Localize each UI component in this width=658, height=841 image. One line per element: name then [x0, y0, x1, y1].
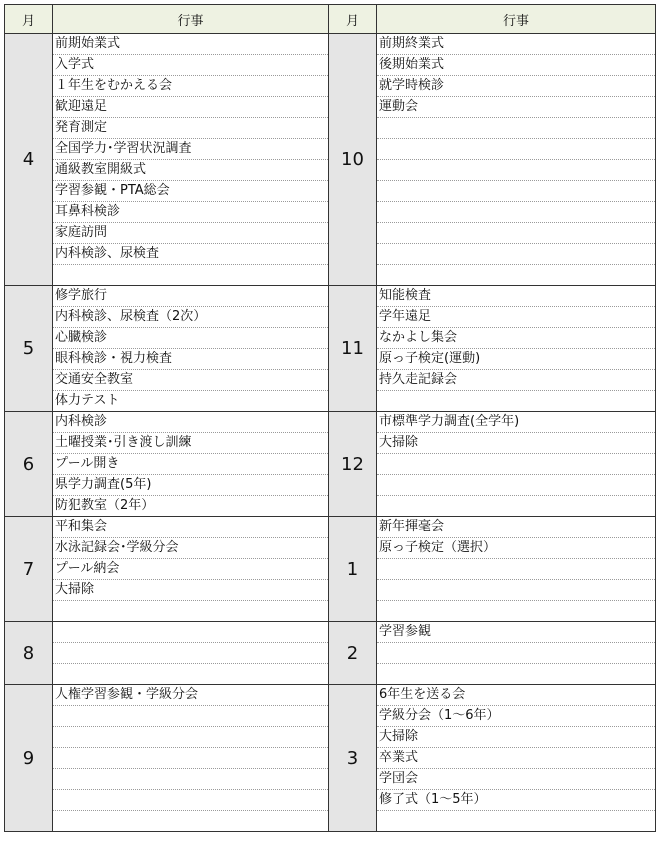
events-cell-right — [377, 412, 656, 517]
event-item: 交通安全教室 — [53, 370, 328, 391]
event-item: 知能検査 — [377, 286, 655, 307]
event-item — [377, 265, 655, 285]
event-item: 原っ子検定(運動) — [377, 349, 655, 370]
table-row — [5, 412, 656, 517]
month-cell-right: 10 — [329, 34, 377, 286]
event-item: 眼科検診・視力検査 — [53, 349, 328, 370]
event-item: 入学式 — [53, 55, 328, 76]
events-cell-left — [53, 622, 329, 685]
event-item: プール開き — [53, 454, 328, 475]
event-item: １年生をむかえる会 — [53, 76, 328, 97]
events-cell-left — [53, 412, 329, 517]
event-item: 家庭訪問 — [53, 223, 328, 244]
event-item: 原っ子検定（選択） — [377, 538, 655, 559]
event-item — [53, 790, 328, 811]
header-month-right: 月 — [329, 5, 377, 34]
events-cell-left — [53, 685, 329, 832]
event-item: 人権学習参観・学級分会 — [53, 685, 328, 706]
event-item — [377, 202, 655, 223]
events-cell-right — [377, 622, 656, 685]
event-item: 学習参観・PTA総会 — [53, 181, 328, 202]
event-item: 大掃除 — [53, 580, 328, 601]
event-item: 就学時検診 — [377, 76, 655, 97]
event-item: 運動会 — [377, 97, 655, 118]
event-item — [377, 580, 655, 601]
event-item: 持久走記録会 — [377, 370, 655, 391]
month-cell-right: 2 — [329, 622, 377, 685]
event-item: 新年揮毫会 — [377, 517, 655, 538]
events-cell-left — [53, 286, 329, 412]
event-item: 卒業式 — [377, 748, 655, 769]
event-item: 発育測定 — [53, 118, 328, 139]
event-item — [377, 118, 655, 139]
event-item: 土曜授業･引き渡し訓練 — [53, 433, 328, 454]
month-cell-left: 8 — [5, 622, 53, 685]
event-item — [377, 643, 655, 664]
event-item: 学習参観 — [377, 622, 655, 643]
event-item — [377, 244, 655, 265]
event-item — [53, 601, 328, 621]
event-item — [377, 454, 655, 475]
event-item — [377, 160, 655, 181]
event-item: 6年生を送る会 — [377, 685, 655, 706]
event-item: 県学力調査(5年) — [53, 475, 328, 496]
event-item — [377, 475, 655, 496]
event-item: 後期始業式 — [377, 55, 655, 76]
event-item — [53, 811, 328, 831]
event-item: 大掃除 — [377, 727, 655, 748]
event-item — [53, 748, 328, 769]
event-item — [377, 811, 655, 831]
event-item: 大掃除 — [377, 433, 655, 454]
month-cell-left: 9 — [5, 685, 53, 832]
events-cell-right — [377, 685, 656, 832]
event-item — [377, 496, 655, 516]
month-cell-right: 11 — [329, 286, 377, 412]
event-item: 歓迎遠足 — [53, 97, 328, 118]
event-item: プール納会 — [53, 559, 328, 580]
event-item: 学級分会（1～6年） — [377, 706, 655, 727]
annual-events-table — [4, 4, 656, 832]
event-item — [53, 643, 328, 664]
event-item — [53, 265, 328, 285]
event-item — [53, 664, 328, 684]
event-item: 平和集会 — [53, 517, 328, 538]
event-item: 前期始業式 — [53, 34, 328, 55]
event-item — [377, 601, 655, 621]
event-item: 水泳記録会･学級分会 — [53, 538, 328, 559]
month-cell-right: 1 — [329, 517, 377, 622]
events-cell-left — [53, 517, 329, 622]
month-cell-left: 4 — [5, 34, 53, 286]
table-row — [5, 622, 656, 685]
month-cell-left: 5 — [5, 286, 53, 412]
month-cell-left: 6 — [5, 412, 53, 517]
event-item — [53, 706, 328, 727]
month-cell-right: 3 — [329, 685, 377, 832]
table-row — [5, 517, 656, 622]
event-item: 市標準学力調査(全学年) — [377, 412, 655, 433]
event-item: 内科検診、尿検査 — [53, 244, 328, 265]
event-item: 前期終業式 — [377, 34, 655, 55]
table-row — [5, 34, 656, 286]
header-row — [5, 5, 656, 34]
table-row — [5, 685, 656, 832]
event-item: 修学旅行 — [53, 286, 328, 307]
event-item: 学年遠足 — [377, 307, 655, 328]
event-item — [53, 727, 328, 748]
event-item — [377, 181, 655, 202]
table-row — [5, 286, 656, 412]
event-item: 耳鼻科検診 — [53, 202, 328, 223]
events-cell-right — [377, 34, 656, 286]
event-item: 防犯教室（2年） — [55, 498, 155, 513]
event-item — [377, 664, 655, 684]
event-item — [377, 391, 655, 411]
event-item: 内科検診 — [53, 412, 328, 433]
event-item: 全国学力･学習状況調査 — [53, 139, 328, 160]
event-item: 学団会 — [377, 769, 655, 790]
event-item — [53, 769, 328, 790]
events-cell-left — [53, 34, 329, 286]
event-item: 修了式（1～5年） — [377, 790, 655, 811]
event-item — [377, 223, 655, 244]
event-item: 体力テスト — [55, 393, 120, 408]
header-month-left: 月 — [5, 5, 53, 34]
events-cell-right — [377, 517, 656, 622]
header-events-left: 行事 — [53, 5, 329, 34]
event-item — [377, 559, 655, 580]
event-item: 内科検診、尿検査（2次） — [53, 307, 328, 328]
month-cell-right: 12 — [329, 412, 377, 517]
event-item — [53, 622, 328, 643]
month-cell-left: 7 — [5, 517, 53, 622]
header-events-right: 行事 — [377, 5, 656, 34]
event-item: 通級教室開級式 — [53, 160, 328, 181]
event-item: 心臓検診 — [53, 328, 328, 349]
event-item — [377, 139, 655, 160]
table-body — [5, 34, 656, 832]
events-cell-right — [377, 286, 656, 412]
event-item: なかよし集会 — [377, 328, 655, 349]
